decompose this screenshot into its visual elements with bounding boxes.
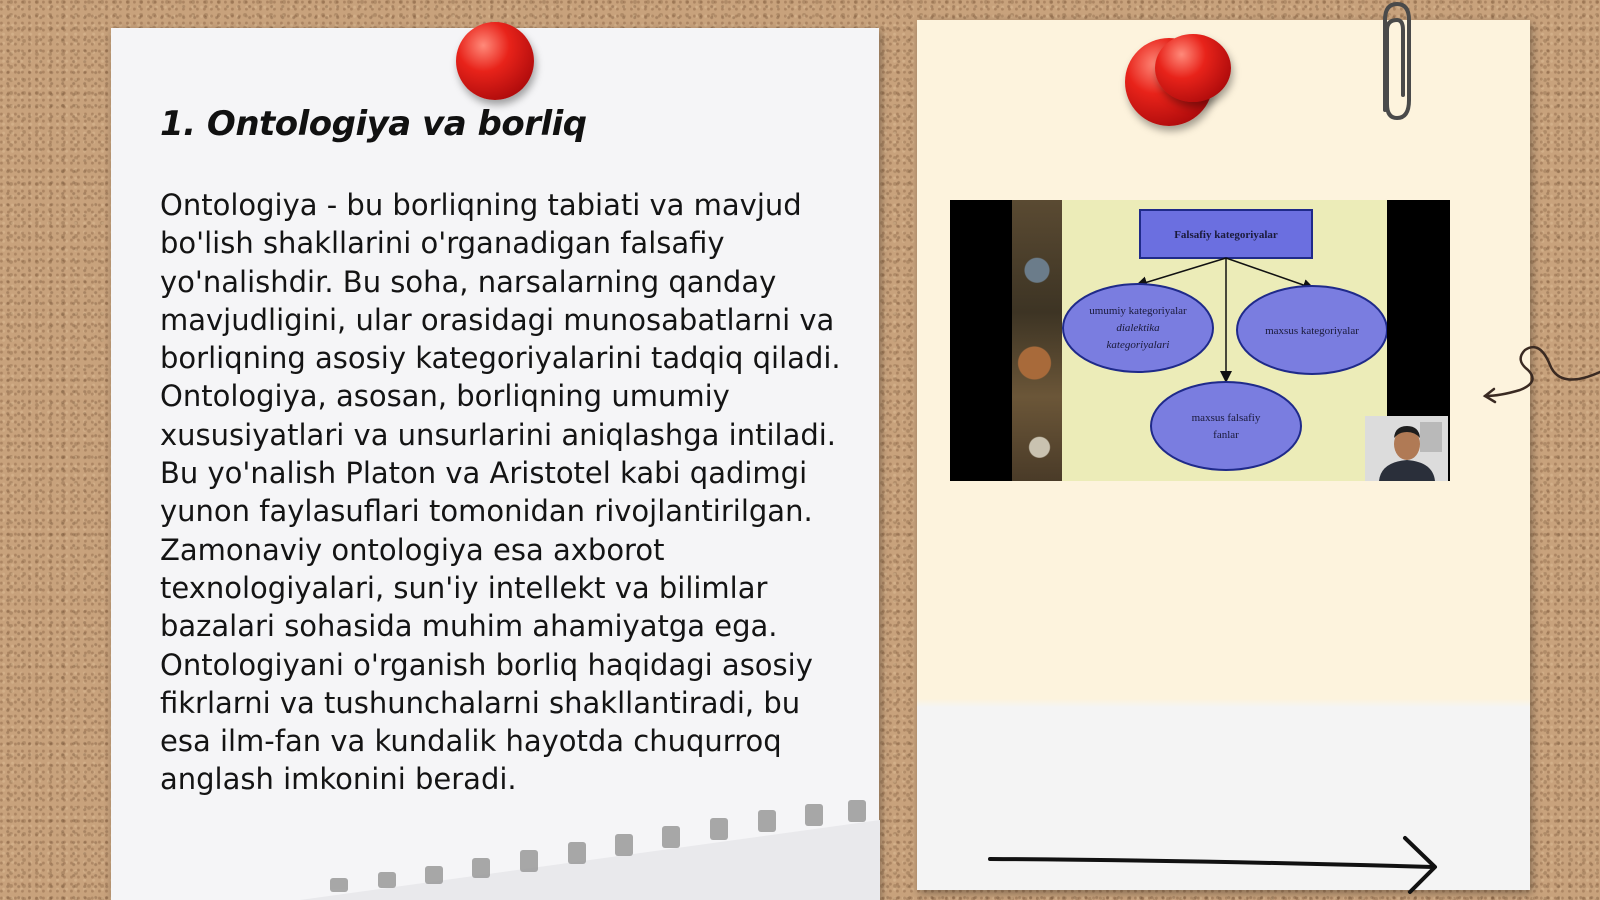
connector-line [1138,258,1226,285]
left-ellipse-line1: umumiy kategoriyalar [1089,305,1187,317]
category-diagram [1062,200,1387,481]
webcam-thumbnail [1365,416,1448,481]
right-ellipse-label: maxsus kategoriyalar [1265,325,1359,337]
body-paragraph: Ontologiya - bu borliqning tabiati va mavjud bo'lish shakllarini o'rganadigan falsafiy yo'nalishdir. Bu soha, narsalarning qanday mavjudligini, ular orasidagi munosabatlarni va borliqning asosiy kategoriyalarini tadqiq qiladi. Ontologiya, asosan, borliqning umumiy xususiyatlari va unsurlarini aniqlashga intiladi. Bu yo'nalish Platon va Aristotel kabi qadimgi yunon faylasuflari tomonidan rivojlantirilgan. Zamonaviy ontologiya esa axborot texnologiyalari, sun'iy intellekt va bilimlar bazalari sohasida muhim ahamiyatga ega. Ontologiyani o'rganish borliq haqidagi asosiy fikrlarni va tushunchalarni shakllantiradi, bu esa ilm-fan va kundalik hayotda chuqurroq anglash imkonini beradi. [160,188,841,797]
decorative-strip [1012,200,1062,481]
push-pin-icon [1155,34,1231,102]
bottom-ellipse-line2: fanlar [1213,429,1239,441]
bottom-category-ellipse [1151,382,1301,470]
arrow-right-icon [985,830,1445,900]
embedded-slide-image [950,200,1450,481]
push-pin-icon [456,22,534,100]
person-icon [1365,416,1448,481]
torn-paper-edge [300,800,880,900]
left-ellipse-line2: dialektika [1116,322,1160,334]
paperclip-icon [1375,0,1415,125]
connector-line [1226,258,1312,288]
top-category-label: Falsafiy kategoriyalar [1174,229,1278,241]
curly-arrow-doodle-icon [1480,310,1600,410]
bottom-ellipse-line1: maxsus falsafiy [1191,412,1261,424]
left-ellipse-line3: kategoriyalari [1106,339,1170,351]
page-title: 1. Ontologiya va borliq [160,104,587,144]
